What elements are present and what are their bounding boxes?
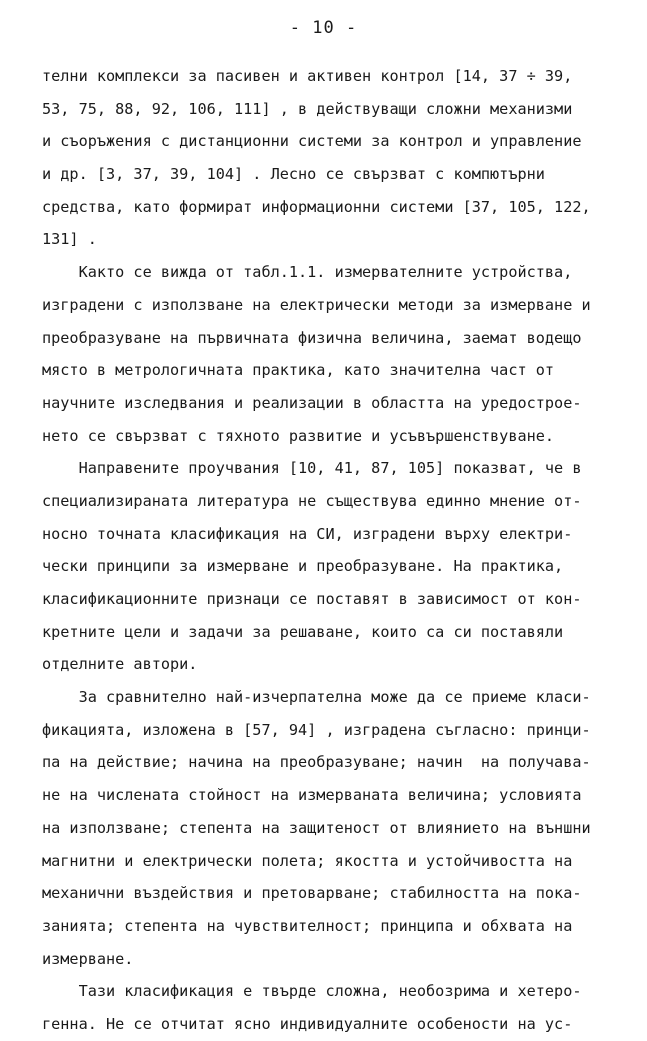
text-line: не на числената стойност на измерваната величина; условията: [42, 786, 582, 805]
text-line: преобразуване на първичната физична величина, заемат водещо: [42, 328, 582, 347]
text-line: специализираната литература не съществува единно мнение от-: [42, 491, 582, 510]
page-number: - 10 -: [289, 18, 358, 38]
text-line: генна. Не се отчитат ясно индивидуалните особености на ус-: [42, 1014, 573, 1033]
text-line: класификационните признаци се поставят в зависимост от кон-: [42, 590, 582, 608]
text-line: фикацията, изложена в [57, 94] , изградена съгласно: принци-: [42, 720, 591, 739]
text-line: па на действие; начина на преобразуване; начин на получава-: [42, 753, 591, 772]
text-line: Направените проучвания [10, 41, 87, 105] показват, че в: [42, 459, 582, 478]
text-line: носно точната класификация на СИ, изградени върху електри-: [42, 524, 573, 543]
text-line: занията; степента на чувствителност; принципа и обхвата на: [42, 916, 573, 935]
text-line: 131] .: [42, 230, 97, 249]
text-line: на използване; степента на защитеност от влиянието на външни: [42, 818, 591, 837]
text-line: измерване.: [42, 949, 134, 968]
text-line: и съоръжения с дистанционни системи за контрол и управление: [42, 132, 582, 151]
text-line: За сравнително най-изчерпателна може да се приеме класи-: [42, 688, 591, 707]
text-line: изградени с използване на електрически методи за измерване и: [42, 295, 591, 314]
text-line: магнитни и електрически полета; якостта и устойчивостта на: [42, 851, 573, 870]
text-line: механични въздействия и претоварване; стабилността на пока-: [42, 884, 582, 903]
body-text: [42, 60, 622, 1041]
text-line: и др. [3, 37, 39, 104] . Лесно се свързват с компютърни: [42, 165, 545, 184]
text-line: кретните цели и задачи за решаване, които са си поставяли: [42, 622, 564, 641]
text-line: телни комплекси за пасивен и активен контрол [14, 37 ÷ 39,: [42, 67, 573, 85]
text-line: научните изследвания и реализации в областта на уредострое-: [42, 393, 582, 412]
text-line: 53, 75, 88, 92, 106, 111] , в действуващи сложни механизми: [42, 99, 573, 118]
text-line: Тази класификация е твърде сложна, необозрима и хетеро-: [42, 982, 582, 1001]
text-line: място в метрологичната практика, като значителна част от: [42, 361, 555, 380]
text-line: средства, като формират информационни системи [37, 105, 122,: [42, 197, 591, 216]
text-line: отделните автори.: [42, 655, 198, 674]
text-line: чески принципи за измерване и преобразуване. На практика,: [42, 557, 564, 576]
text-line: нето се свързват с тяхното развитие и усъвършенствуване.: [42, 426, 555, 445]
text-line: Както се вижда от табл.1.1. измервателните устройства,: [42, 263, 573, 282]
